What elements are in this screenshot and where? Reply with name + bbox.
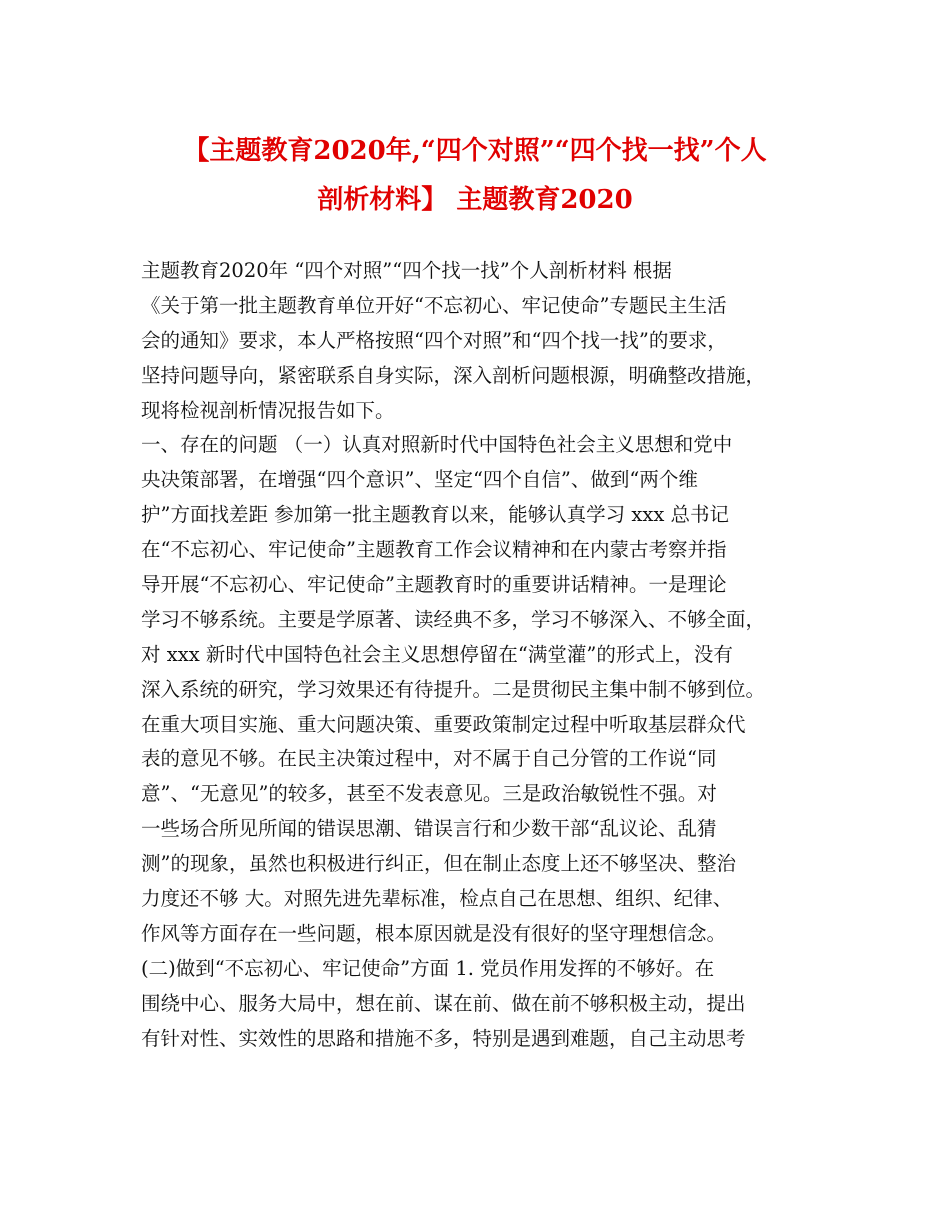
body-line: 会的通知》要求，本人严格按照“四个对照”和“四个找一找”的要求，	[141, 328, 727, 352]
title-line: 【主题教育2020年,“四个对照”“四个找一找”个人	[183, 136, 767, 166]
body-line: 有针对性、实效性的思路和措施不多，特别是遇到难题，自己主动思考	[141, 1026, 746, 1050]
body-line: 力度还不够 大。对照先进先辈标准，检点自己在思想、组织、纪律、	[141, 887, 733, 911]
body-line: 在“不忘初心、牢记使命”主题教育工作会议精神和在内蒙古考察并指	[141, 538, 727, 562]
body-line: (二)做到“不忘初心、牢记使命”方面 1. 党员作用发挥的不够好。在	[141, 956, 715, 980]
body-line: 坚持问题导向，紧密联系自身实际，深入剖析问题根源，明确整改措施，	[141, 363, 766, 387]
body-line: 表的意见不够。在民主决策过程中，对不属于自己分管的工作说“同	[141, 747, 717, 771]
body-line: 一些场合所见所闻的错误思潮、错误言行和少数干部“乱议论、乱猜	[141, 817, 717, 841]
body-line: 《关于第一批主题教育单位开好“不忘初心、牢记使命”专题民主生活	[141, 293, 727, 317]
title-line: 剖析材料】 主题教育2020	[317, 185, 633, 215]
body-line: 围绕中心、服务大局中，想在前、谋在前、做在前不够积极主动，提出	[141, 991, 746, 1015]
body-line: 导开展“不忘初心、牢记使命”主题教育时的重要讲话精神。一是理论	[141, 573, 727, 597]
body-line: 对 xxx 新时代中国特色社会主义思想停留在“满堂灌”的形式上，没有	[141, 642, 733, 666]
body-line: 护”方面找差距 参加第一批主题教育以来，能够认真学习 xxx 总书记	[141, 503, 730, 527]
body-line: 学习不够系统。主要是学原著、读经典不多，学习不够深入、不够全面，	[141, 607, 766, 631]
body-line: 一、存在的问题 （一）认真对照新时代中国特色社会主义思想和党中	[141, 433, 733, 457]
body-line: 作风等方面存在一些问题，根本原因就是没有很好的坚守理想信念。	[141, 921, 727, 945]
body-line: 主题教育2020年 “四个对照”“四个找一找”个人剖析材料 根据	[141, 259, 672, 282]
body-line: 现将检视剖析情况报告如下。	[141, 398, 395, 422]
document-body	[141, 254, 821, 1056]
body-line: 深入系统的研究，学习效果还有待提升。二是贯彻民主集中制不够到位。	[141, 677, 766, 701]
body-line: 意”、“无意见”的较多，甚至不发表意见。三是政治敏锐性不强。对	[141, 782, 717, 806]
body-line: 央决策部署，在增强“四个意识”、坚定“四个自信”、做到“两个维	[141, 468, 698, 492]
document-title	[100, 127, 850, 225]
body-line: 测”的现象，虽然也积极进行纠正，但在制止态度上还不够坚决、整治	[141, 852, 736, 876]
body-line: 在重大项目实施、重大问题决策、重要政策制定过程中听取基层群众代	[141, 712, 746, 736]
